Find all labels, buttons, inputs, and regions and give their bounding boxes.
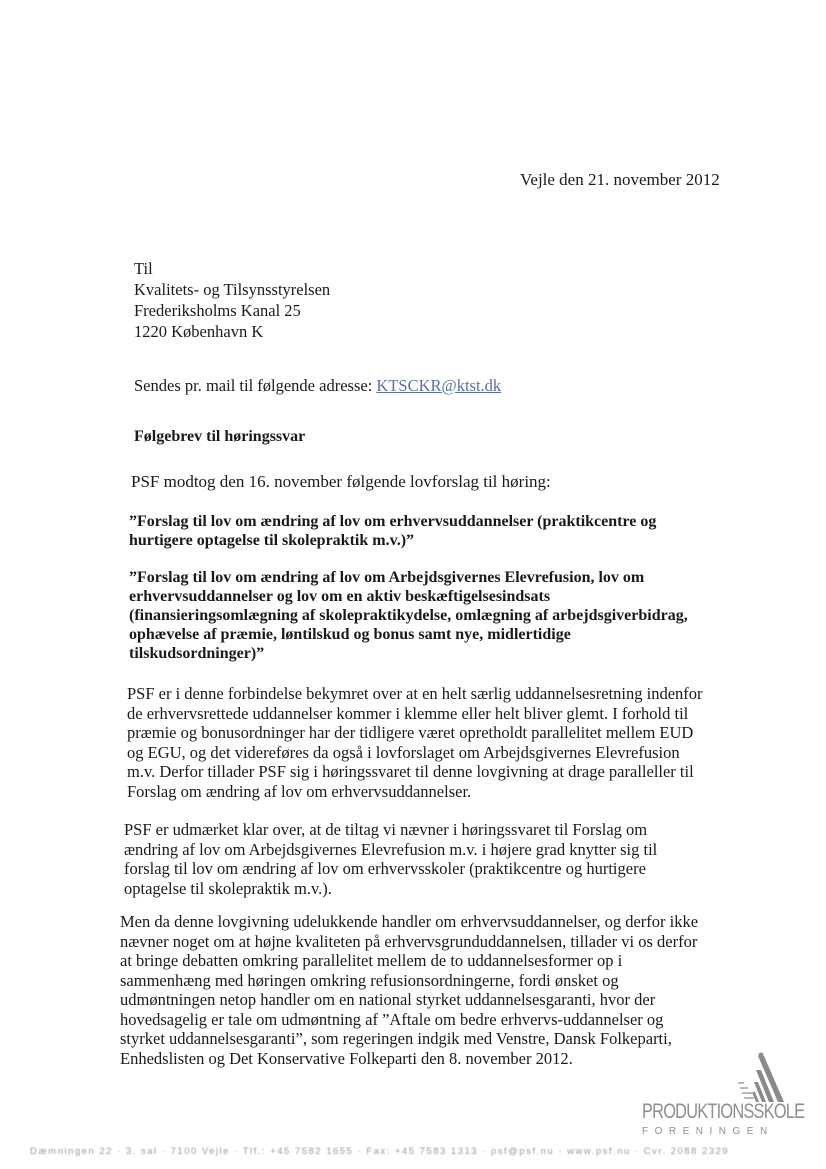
recipient-name: Kvalitets- og Tilsynsstyrelsen [134,280,331,299]
logo-stripes-icon [736,1052,786,1104]
recipient-address [134,258,330,342]
send-instruction-text: Sendes pr. mail til følgende adresse: [134,376,377,395]
letter-date: Vejle den 21. november 2012 [520,170,720,189]
recipient-street: Frederiksholms Kanal 25 [134,301,301,320]
logo-name: PRODUKTIONSSKOLE [642,1100,805,1123]
bill-title-2: ”Forslag til lov om ændring af lov om Arbejdsgivernes Elevrefusion, lov om erhvervsuddannelser og lov om en aktiv beskæftigelsesindsats (finansieringsomlægning af skolepraktikydelse, omlægning af arbejdsgiverbidrag, ophævelse af præmie, løntilskud og bonus samt nye, midlertidige tilskudsordninger)” [129,569,688,662]
footer-contact: Dæmningen 22 · 3. sal · 7100 Vejle · Tlf.: +45 7582 1655 · Fax: +45 7583 1313 · psf@psf.nu · www.psf.nu · Cvr. 2088 2329 [30,1146,730,1157]
received-statement: PSF modtog den 16. november følgende lovforslag til høring: [131,472,551,491]
bill-title-1: ”Forslag til lov om ændring af lov om erhvervsuddannelser (praktikcentre og hurtigere optagelse til skolepraktik m.v.)” [129,513,657,549]
body-paragraph-1: PSF er i denne forbindelse bekymret over at en helt særlig uddannelsesretning indenfor de erhvervsrettede uddannelser kommer i klemme eller helt bliver glemt. I forhold til præmie og bonusordninger har der tidligere været opretholdt parallelitet mellem EUD og EGU, og det videreføres da også i lovforslaget om Arbejdsgivernes Elevrefusion m.v. Derfor tillader PSF sig i høringssvaret til denne lovgivning at drage paralleller til Forslag om ændring af lov om erhvervsuddannelser. [127,684,703,801]
body-paragraph-3: Men da denne lovgivning udelukkende handler om erhvervsuddannelser, og derfor ikke nævner noget om at højne kvaliteten på erhvervsgrunduddannelsen, tillader vi os derfor at bringe debatten omkring parallelitet mellem de to uddannelsesformer op i sammenhæng med høringen omkring refusionsordningerne, fordi ønsket og udmøntningen netop handler om en national styrket uddannelsesgaranti, hvor der hovedsagelig er tale om udmøntning af ”Aftale om bedre erhvervs-uddannelser og styrket uddannelsesgaranti”, som regeringen indgik med Venstre, Dansk Folkeparti, Enhedslisten og Det Konservative Folkeparti den 8. november 2012. [120,912,699,1068]
letter-heading: Følgebrev til høringssvar [134,428,306,445]
email-link[interactable]: KTSCKR@ktst.dk [376,376,502,395]
body-paragraph-2: PSF er udmærket klar over, at de tiltag vi nævner i høringssvaret til Forslag om ændring af lov om Arbejdsgivernes Elevrefusion m.v. i højere grad knytter sig til forslag til lov om ændring af lov om erhvervsskoler (praktikcentre og hurtigere optagelse til skolepraktik m.v.). [124,820,658,898]
logo-subtitle: FORENINGEN [642,1126,774,1137]
recipient-city: 1220 København K [134,322,264,341]
produktionsskole-logo [638,1052,805,1146]
send-instruction [134,376,501,396]
recipient-salutation: Til [134,259,153,278]
